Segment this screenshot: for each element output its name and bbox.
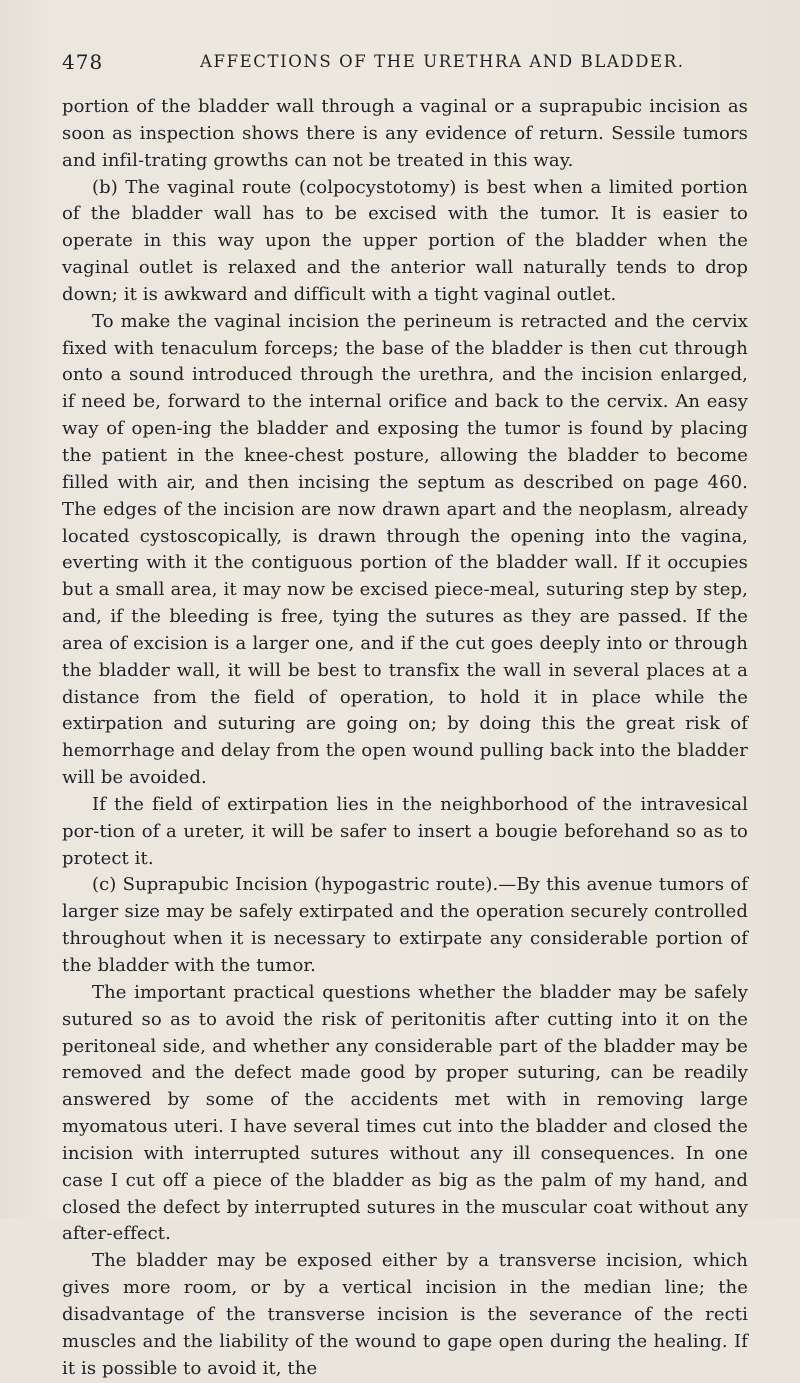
paragraph: (c) Suprapubic Incision (hypogastric route).—By this avenue tumors of larger size may be safely extirpated and the operation securely controlled throughout when it is necessary to extirpate any considerable portion of the bladder with the tumor. [62,874,748,976]
paragraph: portion of the bladder wall through a vaginal or a suprapubic incision as soon as inspection shows there is any evidence of return. Sessile tumors and infil-trating growths can not be treated in this way. [62,96,748,171]
paragraph: If the field of extirpation lies in the neighborhood of the intravesical por-tion of a ureter, it will be safer to insert a bougie beforehand so as to protect it. [62,793,748,869]
running-head: AFFECTIONS OF THE URETHRA AND BLADDER. [200,52,685,71]
paragraph: To make the vaginal incision the perineum is retracted and the cervix fixed with tenaculum forceps; the base of the bladder is then cut through onto a sound introduced through the urethra, and the incision enlarged, if need be, forward to the internal orifice and back to the cervix. An easy way of open-ing the bladder and exposing the tumor is found by placing the patient in the knee-chest posture, allowing the bladder to become filled with air, and then incising the septum as described on page 460. The edges of the incision are now drawn apart and the neoplasm, already located cystoscopically, is drawn through the opening into the vagina, everting with it the contiguous portion of the bladder wall. If it occupies but a small area, it may now be excised piece-meal, suturing step by step, and, if the bleeding is free, tying the sutures as they are passed. If the area of excision is a larger one, and if the cut goes deeply into or through the bladder wall, it will be best to transfix the wall in several places at a distance from the field of operation, to hold it in place while the extirpation and suturing are going on; by doing this the great risk of hemorrhage and delay from the open wound pulling back into the bladder will be avoided. [62,310,748,789]
paragraph: The bladder may be exposed either by a transverse incision, which gives more room, or by a vertical incision in the median line; the disadvantage of the transverse incision is the severance of the recti muscles and the liability of the wound to gape open during the healing. If it is possible to avoid it, the [62,1250,748,1379]
page-number: 478 [62,50,104,74]
body-text [62,94,748,1383]
paragraph: The important practical questions whether the bladder may be safely sutured so as to avoid the risk of peritonitis after cutting into it on the peritoneal side, and whether any considerable part of the bladder may be removed and the defect made good by proper suturing, can be readily answered by some of the accidents met with in removing large myomatous uteri. I have several times cut into the bladder and closed the incision with interrupted sutures without any ill consequences. In one case I cut off a piece of the bladder as big as the palm of my hand, and closed the defect by interrupted sutures in the muscular coat without any after-effect. [62,981,748,1245]
paragraph: (b) The vaginal route (colpocystotomy) is best when a limited portion of the bladder wall has to be excised with the tumor. It is easier to operate in this way upon the upper portion of the bladder when the vaginal outlet is relaxed and the anterior wall naturally tends to drop down; it is awkward and difficult with a tight vaginal outlet. [62,176,748,305]
page-header [62,50,747,80]
